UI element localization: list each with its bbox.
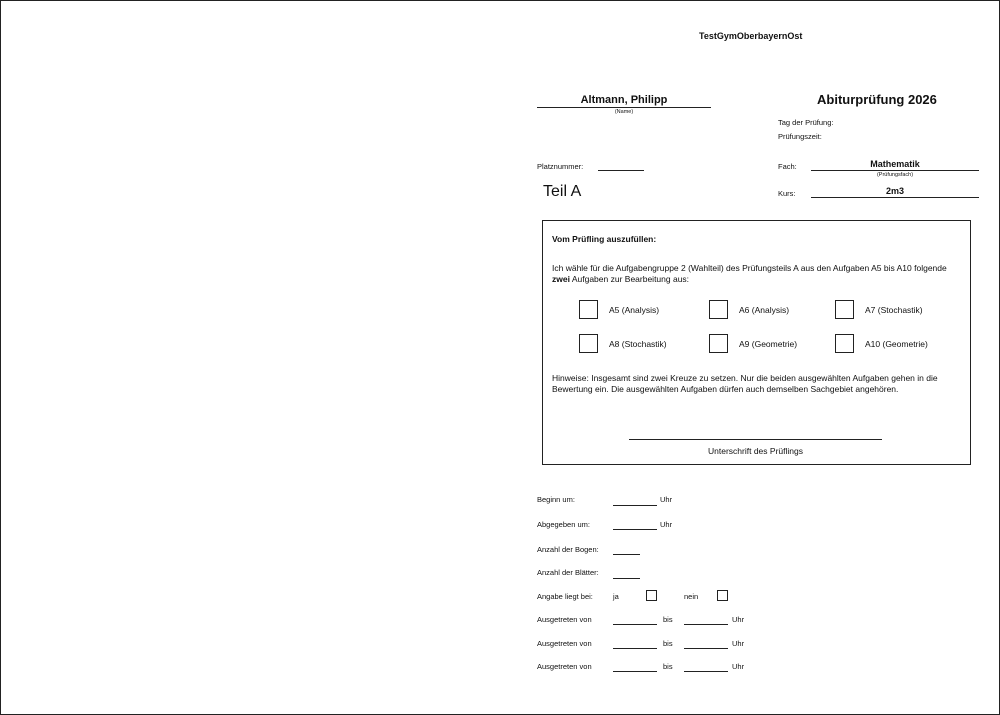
attachment-label: Angabe liegt bei: [537, 592, 593, 601]
subject-label: Fach: [778, 162, 797, 171]
choice-label-a8: A8 (Stochastik) [609, 339, 667, 349]
choice-label-a7: A7 (Stochastik) [865, 305, 923, 315]
choice-label-a9: A9 (Geometrie) [739, 339, 798, 349]
intro-bold: zwei [552, 274, 570, 284]
absent-to-field-2[interactable] [684, 648, 728, 649]
school-name: TestGymOberbayernOst [699, 31, 803, 41]
intro-text-2: Aufgaben zur Bearbeitung aus: [569, 274, 690, 284]
begin-time-field[interactable] [613, 505, 657, 506]
course-value: 2m3 [811, 186, 979, 198]
submitted-label: Abgegeben um: [537, 520, 590, 529]
candidate-name: Altmann, Philipp [537, 93, 711, 108]
selection-heading: Vom Prüfling auszufüllen: [552, 234, 657, 244]
checkbox-a9[interactable] [709, 334, 728, 353]
pages-count-field[interactable] [613, 578, 640, 579]
choice-label-a10: A10 (Geometrie) [865, 339, 928, 349]
absent-bis-2: bis [663, 639, 673, 648]
seat-number-field[interactable] [598, 170, 644, 171]
name-caption: (Name) [614, 109, 634, 115]
absent-uhr-3: Uhr [732, 662, 745, 671]
absent-bis-3: bis [663, 662, 673, 671]
submitted-uhr: Uhr [660, 520, 673, 529]
checkbox-a5[interactable] [579, 300, 598, 319]
absent-uhr-1: Uhr [732, 615, 745, 624]
yes-checkbox[interactable] [646, 590, 657, 601]
submitted-time-field[interactable] [613, 529, 657, 530]
sheets-count-label: Anzahl der Bogen: [537, 545, 599, 554]
absent-label-3: Ausgetreten von [537, 662, 592, 671]
choice-label-a6: A6 (Analysis) [739, 305, 790, 315]
absent-bis-1: bis [663, 615, 673, 624]
checkbox-a10[interactable] [835, 334, 854, 353]
signature-field[interactable] [629, 439, 882, 440]
checkbox-a7[interactable] [835, 300, 854, 319]
checkbox-a8[interactable] [579, 334, 598, 353]
choice-label-a5: A5 (Analysis) [609, 305, 660, 315]
begin-label: Beginn um: [537, 495, 575, 504]
intro-text-1: Ich wähle für die Aufgabengruppe 2 (Wahlteil) des Prüfungsteils A aus den Aufgaben A5 bis A10 folgende [552, 263, 947, 273]
subject-caption: (Prüfungsfach) [876, 172, 914, 178]
sheets-count-field[interactable] [613, 554, 640, 555]
begin-uhr: Uhr [660, 495, 673, 504]
exam-day-label: Tag der Prüfung: [778, 118, 834, 127]
no-label: nein [684, 592, 699, 601]
pages-count-label: Anzahl der Blätter: [537, 568, 599, 577]
part-title: Teil A [543, 183, 582, 200]
seat-number-label: Platznummer: [537, 162, 584, 171]
selection-intro [552, 263, 962, 285]
yes-label: ja [613, 592, 619, 601]
absent-to-field-3[interactable] [684, 671, 728, 672]
course-label: Kurs: [778, 189, 796, 198]
exam-time-label: Prüfungszeit: [778, 132, 822, 141]
absent-to-field-1[interactable] [684, 624, 728, 625]
no-checkbox[interactable] [717, 590, 728, 601]
checkbox-a6[interactable] [709, 300, 728, 319]
absent-label-1: Ausgetreten von [537, 615, 592, 624]
subject-value: Mathematik [811, 159, 979, 171]
task-selection-box [542, 220, 971, 465]
absent-from-field-3[interactable] [613, 671, 657, 672]
signature-label: Unterschrift des Prüflings [708, 446, 803, 456]
selection-notes: Hinweise: Insgesamt sind zwei Kreuze zu setzen. Nur die beiden ausgewählten Aufgaben gehen in die Bewertung ein. Die ausgewählten Aufgaben dürfen auch demselben Sachgebiet angehören. [552, 373, 938, 394]
exam-title: Abiturprüfung 2026 [817, 92, 937, 107]
absent-label-2: Ausgetreten von [537, 639, 592, 648]
absent-from-field-1[interactable] [613, 624, 657, 625]
absent-from-field-2[interactable] [613, 648, 657, 649]
absent-uhr-2: Uhr [732, 639, 745, 648]
